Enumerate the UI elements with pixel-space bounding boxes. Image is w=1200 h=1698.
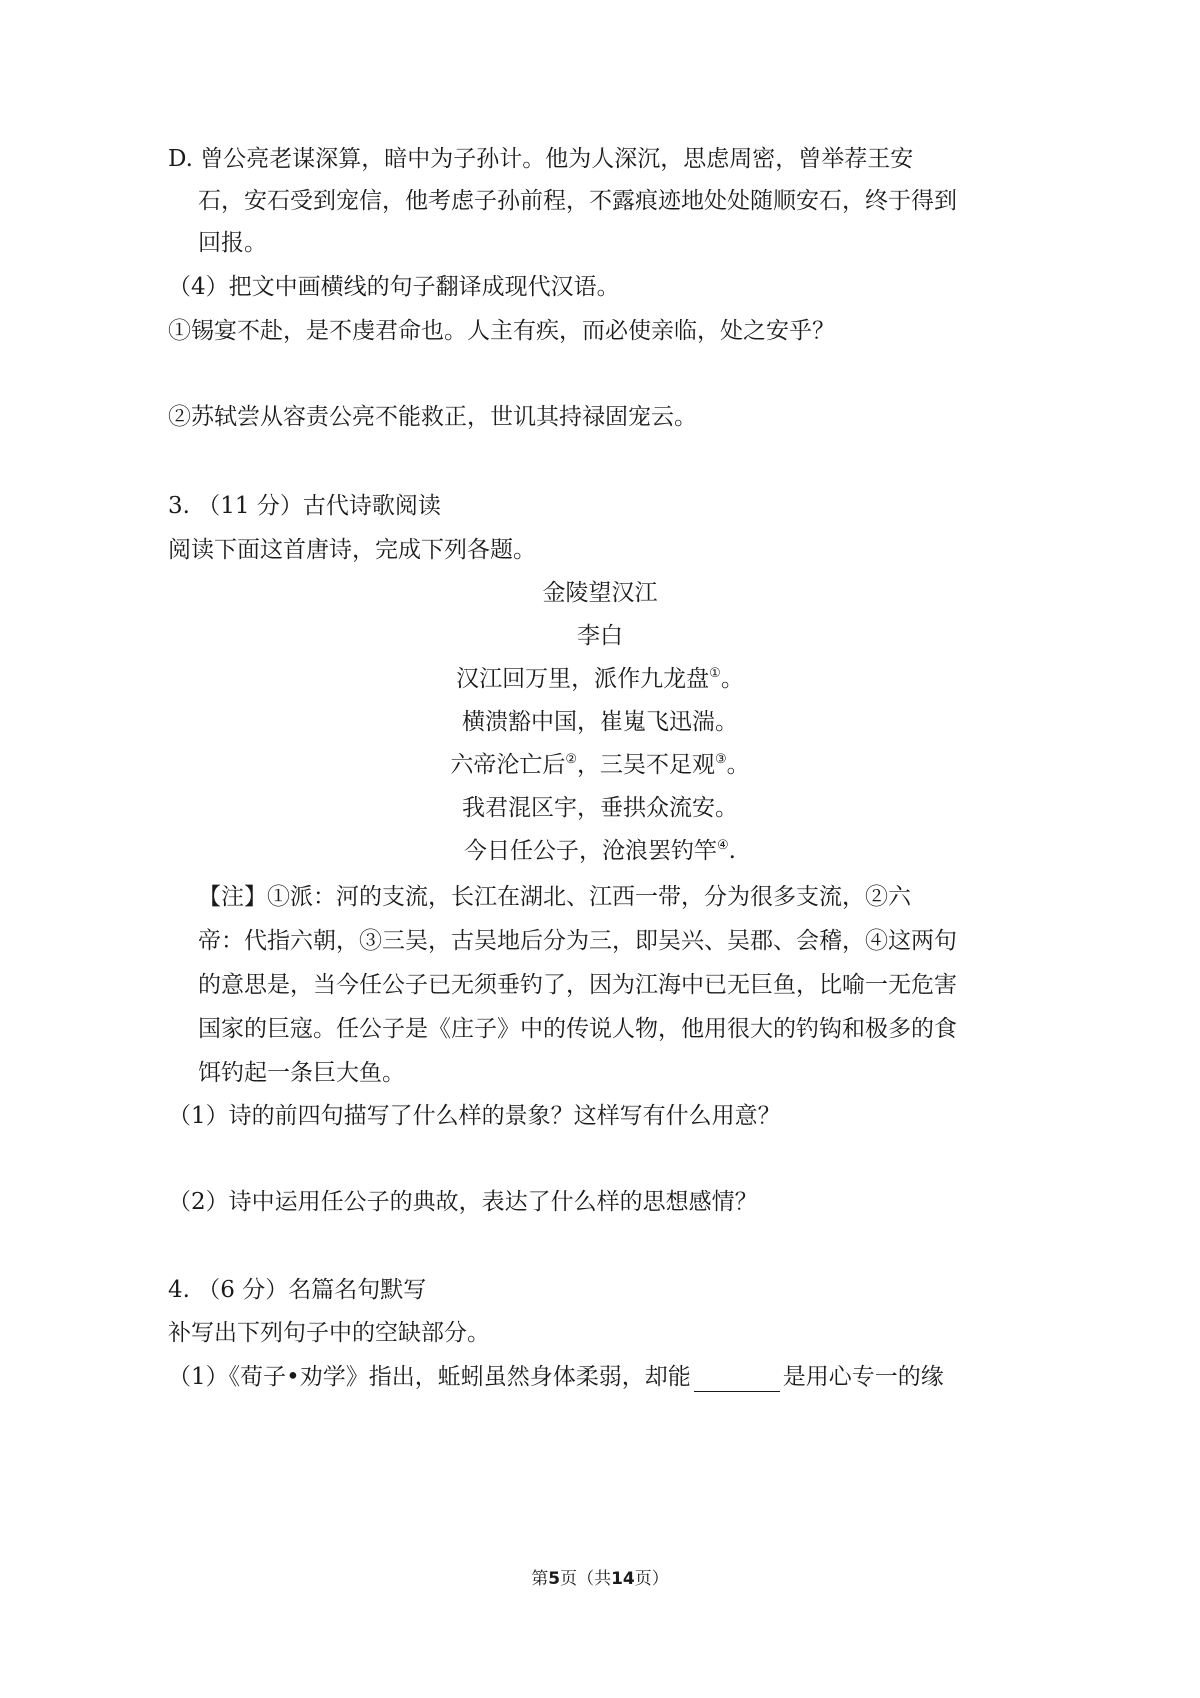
question-3-sub-1: （1）诗的前四句描写了什么样的景象？这样写有什么用意？ [168,1103,781,1129]
footnote-marker: ③ [715,752,727,767]
page-total: 14 [611,1569,635,1589]
sub-question-4: （4）把文中画横线的句子翻译成现代汉语。 [168,274,620,300]
question-4-sub-1: （1）《荀子•劝学》指出，蚯蚓虽然身体柔弱，却能 是用心专一的缘 [168,1364,944,1390]
question-4-instruction: 补写出下列句子中的空缺部分。 [168,1320,490,1346]
poem-author: 李白 [577,623,623,649]
option-d-line-3: 回报。 [198,230,267,256]
question-3-sub-2: （2）诗中运用任公子的典故，表达了什么样的思想感情？ [168,1189,758,1215]
translate-sentence-1: ①锡宴不赴，是不虔君命也。人主有疾，而必使亲临，处之安乎？ [168,318,835,344]
notes-line-5: 饵钓起一条巨大鱼。 [198,1060,405,1086]
footnote-marker: ④ [717,838,729,853]
question-4-header: 4. （6 分）名篇名句默写 [168,1277,427,1303]
footnote-marker: ② [565,752,577,767]
answer-blank[interactable] [694,1367,780,1392]
notes-line-4: 国家的巨寇。任公子是《庄子》中的传说人物，他用很大的钓钩和极多的食 [198,1016,957,1042]
poem-line-1: 汉江回万里，派作九龙盘①。 [456,666,744,692]
notes-line-3: 的意思是，当今任公子已无须垂钓了，因为江海中已无巨鱼，比喻一无危害 [198,972,957,998]
notes-line-1: 【注】①派：河的支流，长江在湖北、江西一带，分为很多支流，②六 [198,884,911,910]
notes-line-2: 帝：代指六朝，③三吴，古吴地后分为三，即吴兴、吴郡、会稽，④这两句 [198,928,957,954]
poem-line-5: 今日任公子，沧浪罢钓竿④. [464,838,736,864]
poem-line-2: 横溃豁中国，崔嵬飞迅湍。 [462,709,738,735]
poem-title: 金陵望汉江 [542,580,658,606]
translate-sentence-2: ②苏轼尝从容责公亮不能救正，世讥其持禄固宠云。 [168,404,697,430]
question-3-header: 3. （11 分）古代诗歌阅读 [168,493,441,519]
option-d-line-2: 石，安石受到宠信，他考虑子孙前程，不露痕迹地处处随顺安石，终于得到 [198,188,957,214]
poem-line-4: 我君混区宇，垂拱众流安。 [462,795,738,821]
page-footer: 第5页（共14页） [531,1569,669,1589]
option-d-line-1: D. 曾公亮老谋深算，暗中为子孙计。他为人深沉，思虑周密，曾举荐王安 [168,146,914,172]
question-3-instruction: 阅读下面这首唐诗，完成下列各题。 [168,537,536,563]
page-number: 5 [548,1569,561,1589]
poem-line-3: 六帝沦亡后②，三吴不足观③。 [450,752,750,778]
footnote-marker: ① [709,666,721,681]
